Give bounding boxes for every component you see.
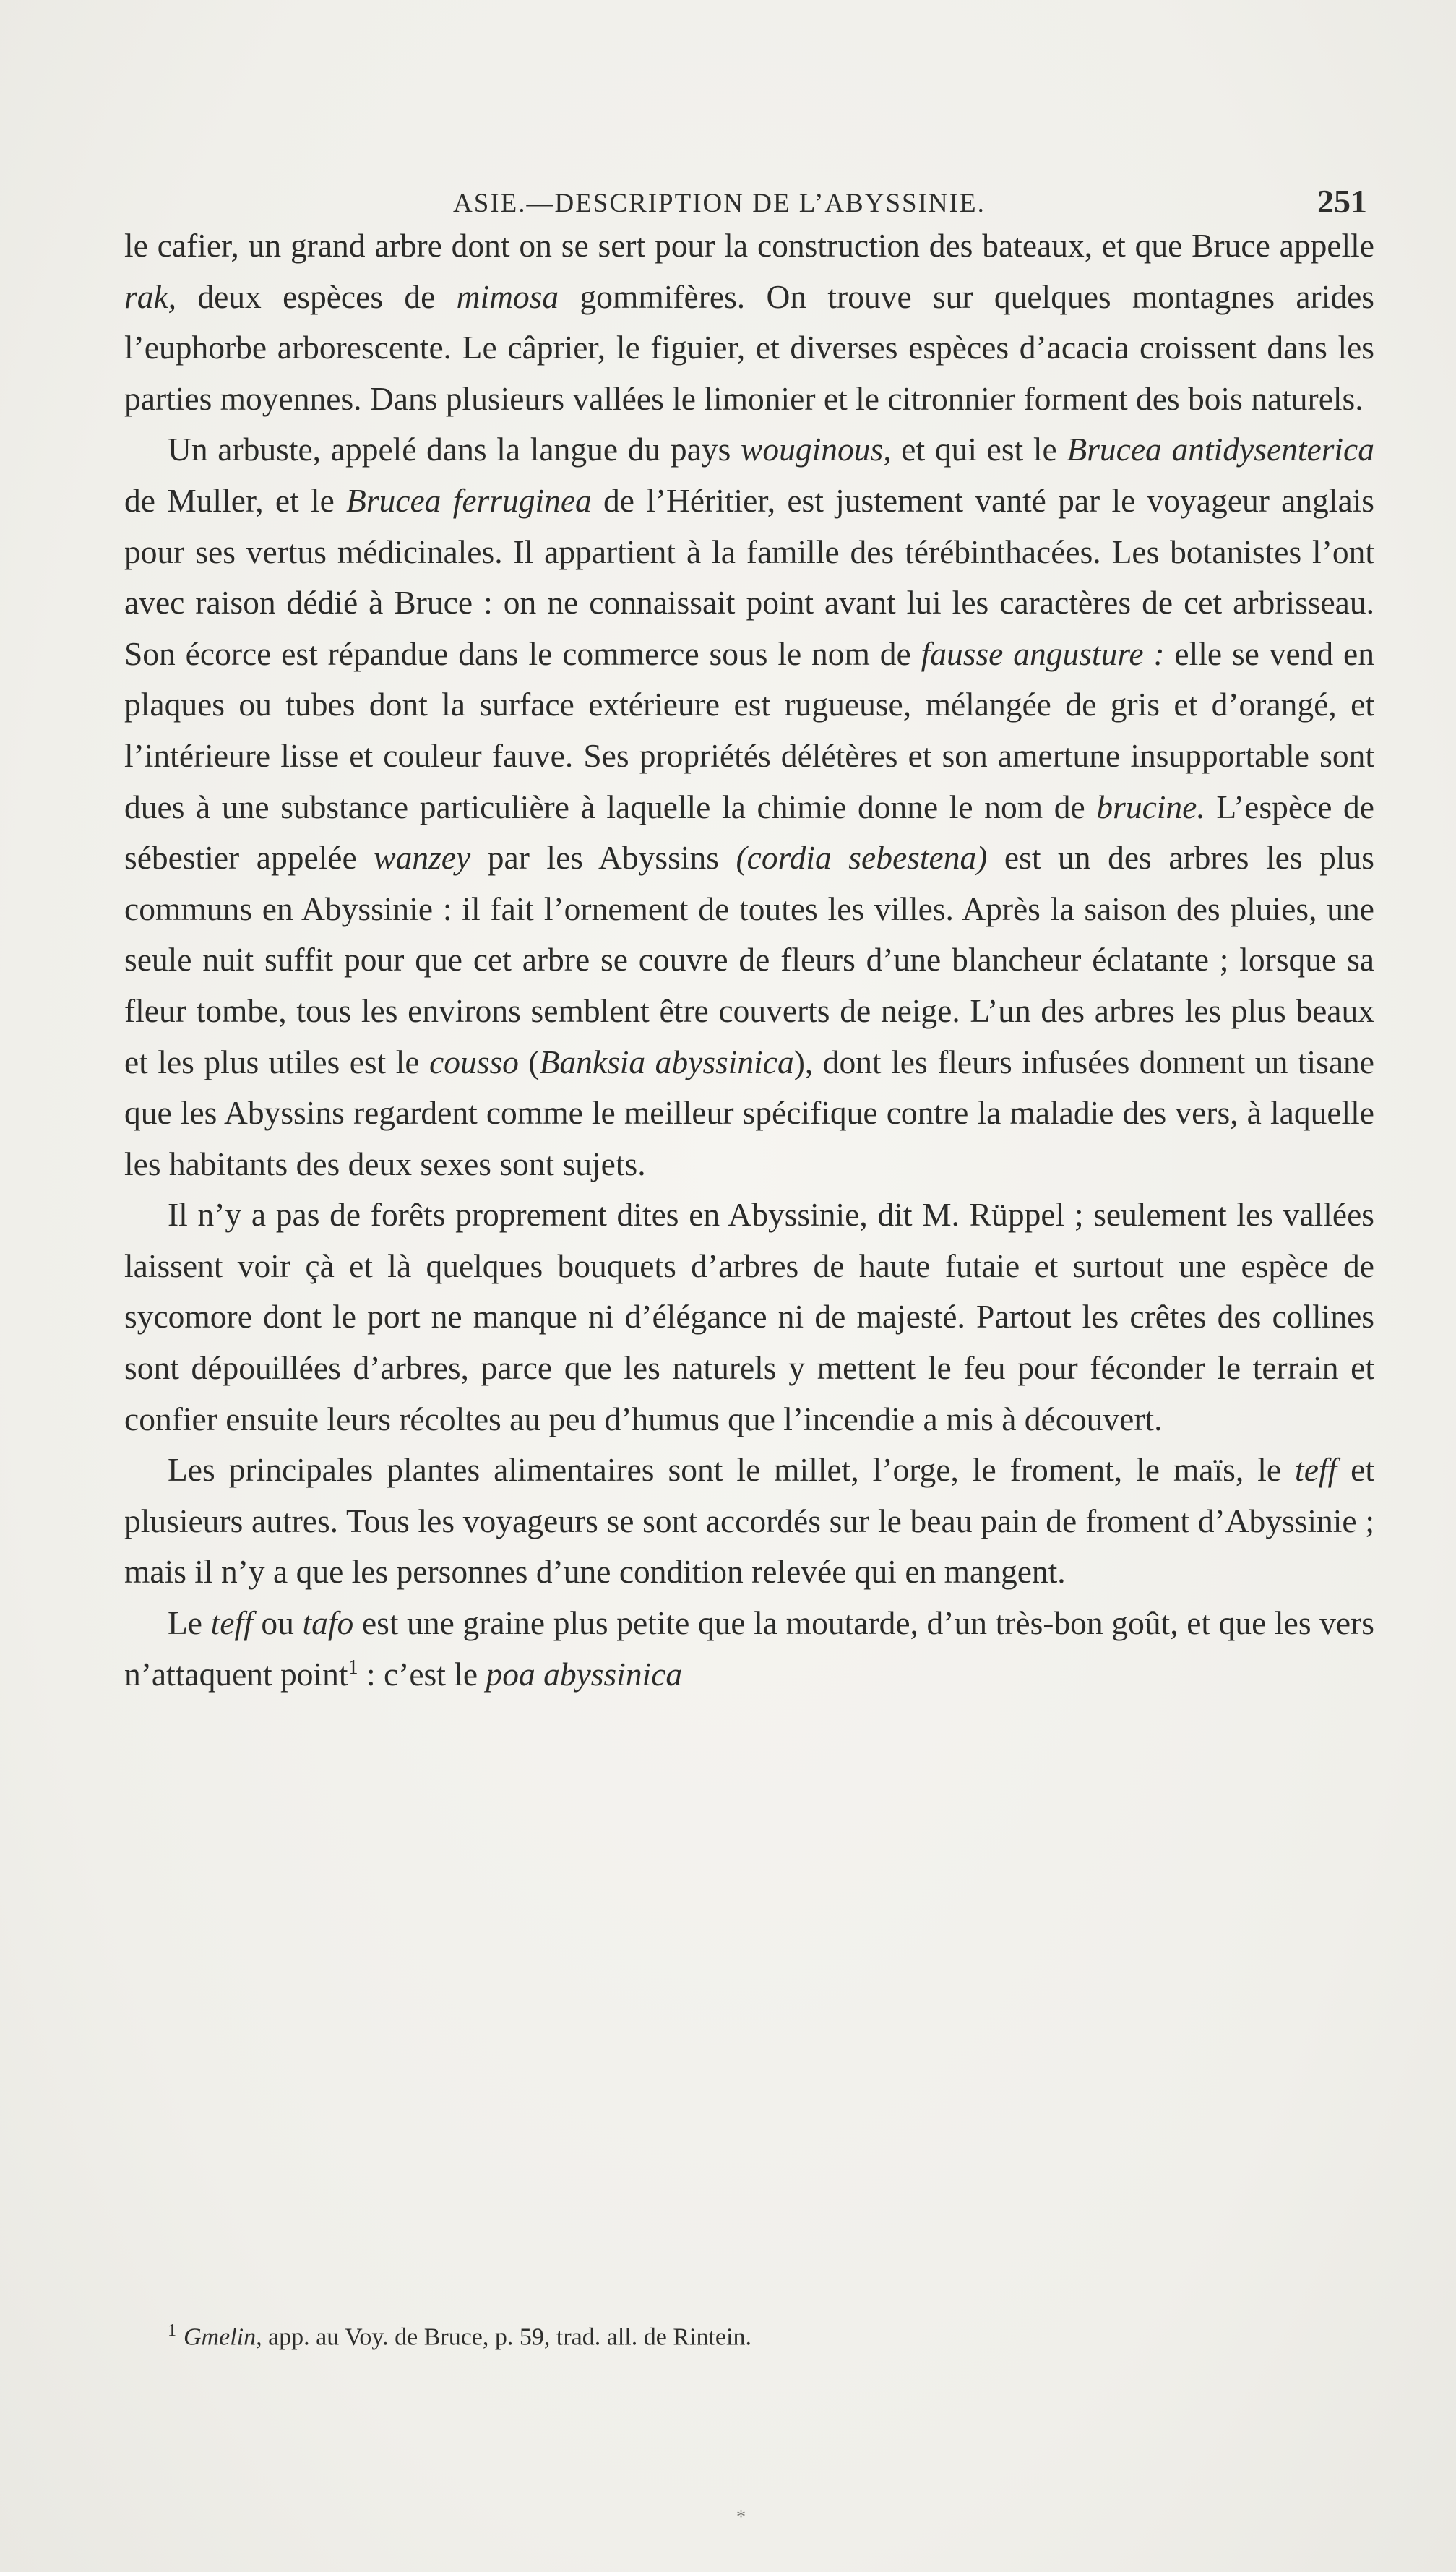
italic-term: fausse angusture : [921, 635, 1165, 672]
footnote-author: Gmelin, [184, 2323, 262, 2351]
page-number: 251 [1317, 183, 1367, 220]
footnote-mark: 1 [168, 2321, 176, 2340]
paragraph-5: Le teff ou tafo est une graine plus petite que la moutarde, d’un très-bon goût, et que les vers n’attaquent point$^1$ : c’est le poa abyssinica [124, 1604, 1374, 1693]
italic-term: wouginous, [741, 431, 892, 468]
italic-term: Brucea ferruginea [346, 481, 592, 519]
footnote-reference: 1 [348, 1656, 358, 1679]
italic-term: mimosa [456, 278, 559, 315]
italic-term: Brucea antidysenterica [1067, 431, 1374, 468]
italic-term: tafo [302, 1604, 354, 1642]
footnote-text: app. au Voy. de Bruce, p. 59, trad. all. de Rintein. [262, 2323, 751, 2351]
paragraph-1: le cafier, un grand arbre dont on se sert pour la construction des bateaux, et que Bruce appelle rak, deux espèces de mimosa gommifères. On trouve sur quelques montagnes arides l’euphorbe arborescente. Le câprier, le figuier, et diverses espèces d’acacia croissent dans les parties moyennes. Dans plusieurs vallées le limonier et le citronnier forment des bois naturels. [124, 227, 1374, 417]
footnote [168, 2315, 1367, 2353]
running-head: ASIE.—DESCRIPTION DE L’ABYSSINIE. [453, 189, 986, 218]
italic-term: cousso [429, 1043, 519, 1080]
stray-mark: * [736, 2506, 746, 2527]
italic-term: brucine. [1096, 788, 1205, 825]
italic-term: teff [1295, 1451, 1337, 1489]
paragraph-3: Il n’y a pas de forêts proprement dites en Abyssinie, dit M. Rüppel ; seulement les vallées laissent voir çà et là quelques bouquets d’arbres de haute futaie et surtout une espèce de sycomore dont le port ne manque ni d’élégance ni de majesté. Partout les crêtes des collines sont dépouillées d’arbres, parce que les naturels y mettent le feu pour féconder le terrain et confier ensuite leurs récoltes au peu d’humus que l’incendie a mis à découvert. [124, 1196, 1374, 1437]
body-text [124, 220, 1374, 1700]
italic-term: Banksia abyssinica [539, 1043, 794, 1080]
italic-term: (cordia sebestena) [736, 839, 988, 877]
italic-term: rak, [124, 278, 177, 315]
paragraph-4: Les principales plantes alimentaires sont le millet, l’orge, le froment, le maïs, le teff et plusieurs autres. Tous les voyageurs se sont accordés sur le beau pain de froment d’Abyssinie ; mais il n’y a que les personnes d’une condition relevée qui en mangent. [124, 1451, 1374, 1591]
paragraph-2: Un arbuste, appelé dans la langue du pays wouginous, et qui est le Brucea antidysenterica de Muller, et le Brucea ferruginea de l’Héritier, est justement vanté par le voyageur anglais pour ses vertus médicinales. Il appartient à la famille des térébinthacées. Les botanistes l’ont avec raison dédié à Bruce : on ne connaissait point avant lui les caractères de cet arbrisseau. Son écorce est répandue dans le commerce sous le nom de fausse angusture : elle se vend en plaques ou tubes dont la surface extérieure est rugueuse, mélangée de gris et d’orangé, et l’intérieure lisse et couleur fauve. Ses propriétés délétères et son amertune insupportable sont dues à une substance particulière à laquelle la chimie donne le nom de brucine. L’espèce de sébestier appelée wanzey par les Abyssins (cordia sebestena) est un des arbres les plus communs en Abyssinie : il fait l’ornement de toutes les villes. Après la saison des pluies, une seule nuit suffit pour que cet arbre se couvre de fleurs d’une blancheur éclatante ; lorsque sa fleur tombe, tous les environs semblent être couverts de neige. L’un des arbres les plus beaux et les plus utiles est le cousso (Banksia abyssinica), dont les fleurs infusées donnent un tisane que les Abyssins regardent comme le meilleur spécifique contre la maladie des vers, à laquelle les habitants des deux sexes sont sujets. [124, 431, 1375, 1182]
page-header [124, 182, 1374, 225]
italic-term: teff [210, 1604, 253, 1642]
italic-term: poa abyssinica [486, 1655, 683, 1693]
italic-term: wanzey [374, 839, 471, 877]
